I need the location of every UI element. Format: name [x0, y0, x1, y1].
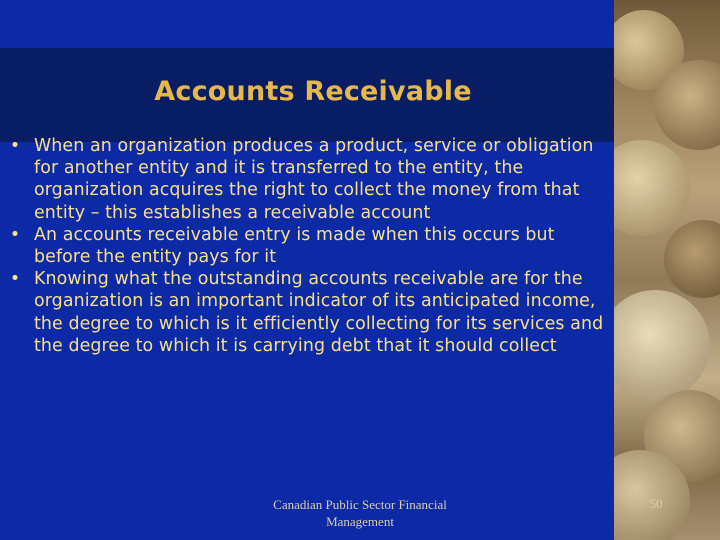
bullet-icon: •	[9, 269, 21, 290]
bullet-text: When an organization produces a product, service or obligation for another entity and it is transferred to the entity, the organization acquires the right to collect the money from that entity – this establishes a receivable account	[34, 136, 594, 223]
coins-image	[614, 0, 720, 540]
bullet-text: Knowing what the outstanding accounts receivable are for the organization is an important indicator of its anticipated income, the degree to which is it efficiently collecting for its services and the degree to which it is carrying debt that it should collect	[34, 269, 604, 356]
bullet-item	[8, 268, 608, 357]
bullet-item	[8, 224, 608, 268]
bullet-icon: •	[9, 136, 21, 156]
bullet-item	[8, 135, 608, 224]
coin-shape	[614, 140, 690, 236]
coin-shape	[614, 290, 710, 400]
slide-title: Accounts Receivable	[154, 76, 472, 107]
bullet-text: An accounts receivable entry is made when this occurs but before the entity pays for it	[34, 224, 555, 268]
bullet-list	[8, 135, 608, 357]
bullet-icon: •	[9, 224, 21, 245]
page-number: 50	[649, 496, 663, 511]
coin-shape	[664, 220, 720, 298]
footer-text: Canadian Public Sector Financial Management	[273, 497, 447, 529]
